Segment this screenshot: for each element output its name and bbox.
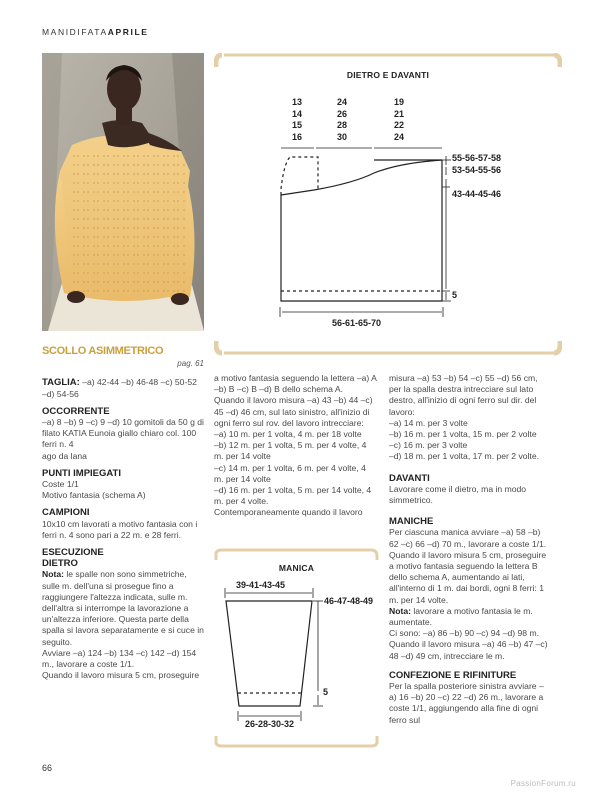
sizes-label: TAGLIA:	[42, 377, 80, 389]
list-item: –a) 10 m. per 1 volta, 4 m. per 18 volte	[214, 429, 362, 440]
materials-needle: ago da lana	[42, 450, 87, 461]
size-label: 22	[394, 120, 405, 130]
sleeve-bottom-width: 26-28-30-32	[245, 719, 295, 729]
back-note	[42, 569, 204, 647]
sizes-line	[42, 377, 204, 399]
size-label: 24	[394, 131, 405, 142]
stitch-item: Coste 1/1	[42, 479, 79, 490]
size-label: 30	[337, 131, 348, 142]
neck-width-sizes	[337, 97, 347, 143]
paragraph: Avviare –a) 124 –b) 134 –c) 142 –d) 154 m., lavorare a coste 1/1.	[42, 647, 197, 670]
paragraph: misura –a) 53 –b) 54 –c) 55 –d) 56 cm, per la spalla destra intrecciare sul lato destro, all'inizio di ogni ferro sul dir. del lavoro:	[389, 373, 538, 417]
paragraph: Ci sono: –a) 86 –b) 90 –c) 94 –d) 98 m.	[389, 628, 539, 639]
list-item: –d) 18 m. per 1 volta, 17 m. per 2 volte.	[389, 451, 539, 462]
list-item: –d) 16 m. per 1 volta, 5 m. per 14 volte, 4 m. per 4 volte.	[214, 485, 372, 507]
materials-yarn: –a) 8 –b) 9 –c) 9 –d) 10 gomitoli da 50 g di filato KATIA Eunoia giallo chiaro col. 100	[42, 417, 204, 439]
section-heading: OCCORRENTE	[42, 405, 110, 417]
shoulder-left-sizes	[292, 97, 302, 143]
stitch-item: Motivo fantasia (schema A)	[42, 490, 146, 501]
text-column-1	[42, 346, 204, 681]
note-text: lavorare a motivo fantasia le m. aumentate.	[389, 605, 533, 628]
size-label: 15	[292, 120, 303, 130]
size-label: 13	[292, 97, 303, 107]
materials-needles: ferri n. 4	[42, 439, 74, 450]
sleeve-length: 46-47-48-49	[324, 596, 374, 606]
note-text: le spalle non sono simmetriche, sulle m. dell'una si prosegue fino a raggiungere l'altezza indicata, sulle m. dell'altra si interrompe la lavorazione a un'altezza inferiore. Questa parte della spalla si lavora separatamente e si cuce in seguito.	[42, 569, 204, 647]
total-length-label: 55-56-57-58	[452, 153, 502, 163]
paragraph: Contemporaneamente quando il lavoro	[214, 507, 363, 518]
note-label: Nota:	[42, 569, 64, 580]
body-length-label: 43-44-45-46	[452, 189, 502, 199]
page-reference: pag. 61	[177, 359, 204, 369]
shoulder-right-sizes	[394, 97, 404, 143]
paragraph: Quando il lavoro misura –a) 46 –b) 47 –c) 48 –d) 49 cm, intrecciare le m.	[389, 639, 548, 661]
text-column-2	[214, 373, 377, 519]
list-item: –b) 16 m. per 1 volta, 15 m. per 2 volte	[389, 429, 537, 440]
diagram-back-front	[214, 53, 562, 358]
diagram-back-front-title: DIETRO E DAVANTI	[346, 70, 430, 80]
page-number: 66	[42, 763, 53, 773]
brand-name: MANIDIFATA	[42, 27, 108, 37]
note-label: Nota:	[389, 605, 411, 616]
paragraph: Lavorare come il dietro, ma in modo simmetrico.	[389, 483, 527, 506]
paragraph: Per la spalla posteriore sinistra avviare –a) 16 –b) 20 –c) 22 –d) 26 m., lavorare a coste 1/1, aggiungendo alla fine di ogni ferro sul	[389, 681, 544, 725]
issue-month: APRILE	[107, 27, 149, 37]
width-label: 56-61-65-70	[332, 318, 382, 328]
text-column-3	[389, 373, 549, 726]
sizes-value: –a) 42-44 –b) 46-48 –c) 50-52 –d) 54-56	[42, 377, 197, 399]
section-heading: DAVANTI	[389, 472, 430, 484]
paragraph: Quando il lavoro misura 5 cm, proseguire	[42, 670, 200, 681]
size-label: 24	[337, 97, 348, 107]
diagram-back-front-frame	[214, 53, 562, 358]
gauge-text: 10x10 cm lavorati a motivo fantasia con i ferri n. 4 sono pari a 22 m. e 28 ferri.	[42, 518, 198, 540]
sleeve-note	[389, 606, 549, 628]
paragraph: a motivo fantasia seguendo la lettera –a) A –b) B –c) B –d) B dello schema A.	[214, 373, 377, 395]
section-heading: PUNTI IMPIEGATI	[42, 467, 121, 479]
diagram-sleeve	[214, 548, 379, 748]
magazine-header	[42, 27, 149, 37]
diagram-sleeve-frame	[214, 548, 379, 748]
list-item: –c) 16 m. per 3 volte	[389, 440, 468, 451]
paragraph: Per ciascuna manica avviare –a) 58 –b) 62 –c) 66 –d) 70 m., lavorare a coste 1/1. Quando il lavoro misura 5 cm, proseguire a motivo fantasia seguendo la lettera B dello schema A, aumentando ai lati, all'interno di 1 m. dai bordi, ogni 8 ferri: 1 m. per 14 volte.	[389, 527, 547, 605]
model-photo-illustration	[42, 53, 204, 331]
size-label: 19	[394, 97, 405, 107]
size-label: 26	[337, 108, 348, 119]
model-photo	[42, 53, 204, 331]
section-heading: CAMPIONI	[42, 507, 90, 519]
watermark: PassionForum.ru	[510, 779, 576, 788]
list-item: –a) 14 m. per 3 volte	[389, 417, 468, 428]
size-label: 21	[394, 108, 405, 119]
list-item: –c) 14 m. per 1 volta, 6 m. per 4 volte, 4 m. per 14 volte	[214, 462, 366, 484]
subsection-heading: DIETRO	[42, 558, 78, 570]
list-item: –b) 12 m. per 1 volta, 5 m. per 4 volte, 4 m. per 14 volte	[214, 440, 367, 462]
rib-length-label: 5	[452, 290, 458, 300]
paragraph: Quando il lavoro misura –a) 43 –b) 44 –c) 45 –d) 46 cm, sul lato sinistro, all'inizio di ogni ferro sul rov. del lavoro intrecciare:	[214, 395, 373, 428]
size-label: 28	[337, 120, 348, 130]
section-heading: CONFEZIONE E RIFINITURE	[389, 669, 517, 681]
section-heading: ESECUZIONE	[42, 547, 104, 559]
section-heading: MANICHE	[389, 516, 434, 528]
pattern-title: SCOLLO ASIMMETRICO	[42, 345, 164, 357]
side-length-label: 53-54-55-56	[452, 165, 502, 175]
sleeve-top-width: 39-41-43-45	[236, 580, 286, 590]
diagram-sleeve-title: MANICA	[278, 563, 315, 573]
cuff-length: 5	[323, 687, 329, 697]
size-label: 14	[292, 108, 303, 119]
size-label: 16	[292, 131, 303, 142]
